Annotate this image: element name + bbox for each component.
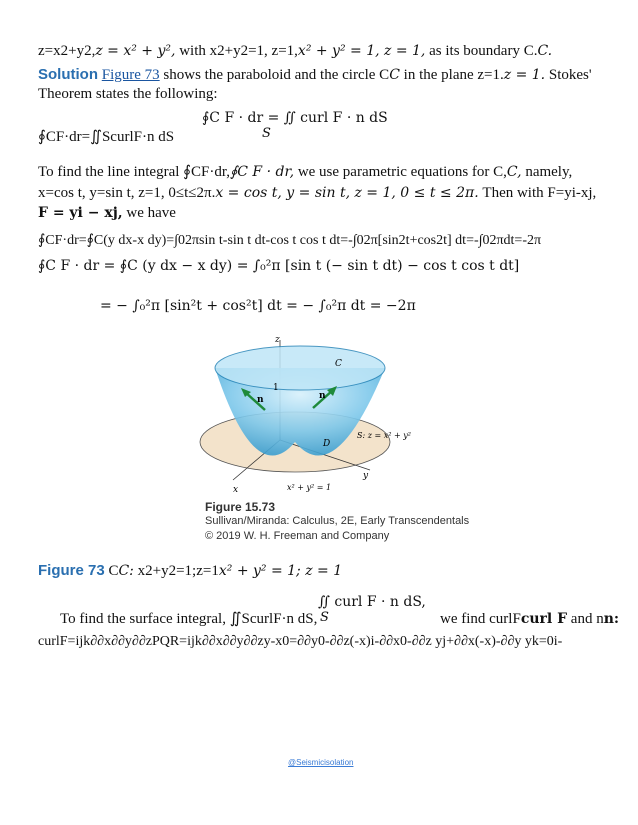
figure73-text2: x2+y2=1;z=1 xyxy=(133,563,219,579)
surface-n-math: n: xyxy=(603,611,620,627)
intro-math-circle: x² + y² = 1, z = 1, xyxy=(297,43,426,59)
solution-math-z1: z = 1. xyxy=(503,67,546,83)
normal-1-label: n xyxy=(257,395,264,405)
line-integral-line2 xyxy=(38,184,596,202)
li-math4: x = cos t, y = sin t, z = 1, 0 ≤ t ≤ 2π. xyxy=(215,185,479,201)
solution-text1: shows the paraboloid and the circle C xyxy=(159,67,390,83)
axis-z-label: z xyxy=(275,335,280,345)
intro-text-circle: x2+y2=1, z=1, xyxy=(209,43,298,59)
li-math2: C, xyxy=(506,164,522,180)
figure-caption-credit2: © 2019 W. H. Freeman and Company xyxy=(205,530,390,542)
solution-text2: in the plane z=1. xyxy=(399,67,504,83)
stokes-rendered: ∮C F · dr = ∬ curl F · n dS xyxy=(202,110,388,126)
li-text6: we have xyxy=(122,205,176,221)
stokes-plain: ∮CF·dr=∬ScurlF·n dS xyxy=(38,129,175,145)
figure-73-link[interactable]: Figure 73 xyxy=(101,67,160,83)
figure73-label: Figure 73 xyxy=(38,562,105,579)
intro-with: with xyxy=(175,43,210,59)
figure73-math2: x² + y² = 1; z = 1 xyxy=(218,563,343,579)
surface-find-math: curl F xyxy=(520,611,568,627)
line-integral-line3 xyxy=(38,204,176,222)
surface-find-line xyxy=(440,610,619,628)
intro-text: z=x2+y2, xyxy=(38,43,96,59)
surface-integral-sub: S xyxy=(320,610,329,625)
seismicisolation-link[interactable]: @Seismicisolation xyxy=(288,758,354,767)
boundary-curve xyxy=(215,346,385,390)
stokes-equation xyxy=(202,110,388,126)
surface-find-text: we find curlF xyxy=(440,611,521,627)
li-math5: F = yi − xj, xyxy=(38,205,123,221)
surface-and-text: and n xyxy=(567,611,604,627)
figure-caption-credit1: Sullivan/Miranda: Calculus, 2E, Early Transcendentals xyxy=(205,515,470,527)
curve-c-label: C xyxy=(335,359,342,369)
computation-plain: ∮CF·dr=∮C(y dx-x dy)=∫02πsin t-sin t dt-cos t cos t dt=-∫02π[sin2t+cos2t] dt=-∫02πdt=-2π xyxy=(38,233,542,248)
figure73-line xyxy=(38,562,342,580)
li-text3: namely, xyxy=(521,164,573,180)
intro-boundary: as its boundary C. xyxy=(425,43,538,59)
computation-eq1: ∮C F · dr = ∮C (y dx − x dy) = ∫₀²π [sin t (− sin t dt) − cos t cos t dt] xyxy=(38,258,520,274)
surface-integral-top: ∬ curl F · n dS, xyxy=(318,594,426,610)
solution-heading: Solution xyxy=(38,66,98,83)
solution-text3: Stokes' xyxy=(545,67,592,83)
line-integral-line1 xyxy=(38,163,572,181)
li-math1: ∮C F · dr, xyxy=(229,164,295,180)
intro-line xyxy=(38,42,552,60)
li-text5: Then with F=yi-xj, xyxy=(478,185,597,201)
normal-2-label: n xyxy=(319,391,326,401)
surface-integral-text: To find the surface integral, ∬ScurlF·n dS, xyxy=(60,611,318,627)
axis-y-label: y xyxy=(363,471,369,481)
figure73-text: C xyxy=(104,563,119,579)
li-text2: we use parametric equations for C, xyxy=(294,164,507,180)
li-text1: To find the line integral ∮CF·dr, xyxy=(38,164,230,180)
solution-line xyxy=(38,66,592,84)
stokes-intro: Theorem states the following: xyxy=(38,86,218,102)
stokes-sub-s: S xyxy=(262,126,271,141)
figure-caption-title: Figure 15.73 xyxy=(205,500,276,514)
computation-eq2: = − ∫₀²π [sin²t + cos²t] dt = − ∫₀²π dt = −2π xyxy=(100,298,416,314)
curl-computation: curlF=ijk∂∂x∂∂y∂∂zPQR=ijk∂∂x∂∂y∂∂zy-x0=∂∂y0-∂∂z(-x)i-∂∂x0-∂∂z yj+∂∂x(-x)-∂∂y yk=0i- xyxy=(38,634,563,649)
paraboloid-figure xyxy=(195,330,445,500)
intro-math-paraboloid: z = x² + y², xyxy=(95,43,176,59)
intro-math-c: C. xyxy=(537,43,553,59)
circle-eq-label: x² + y² = 1 xyxy=(287,483,332,492)
solution-math-c: C xyxy=(389,67,400,83)
disk-d-label: D xyxy=(323,439,331,449)
footer xyxy=(288,752,353,770)
surface-s-label: S: z = x² + y² xyxy=(357,431,411,440)
figure-caption xyxy=(205,500,469,544)
tick-1-label: 1 xyxy=(273,383,279,393)
figure73-math-c: C: xyxy=(118,563,134,579)
li-text4: x=cos t, y=sin t, z=1, 0≤t≤2π. xyxy=(38,185,216,201)
axis-x-label: x xyxy=(233,485,239,495)
